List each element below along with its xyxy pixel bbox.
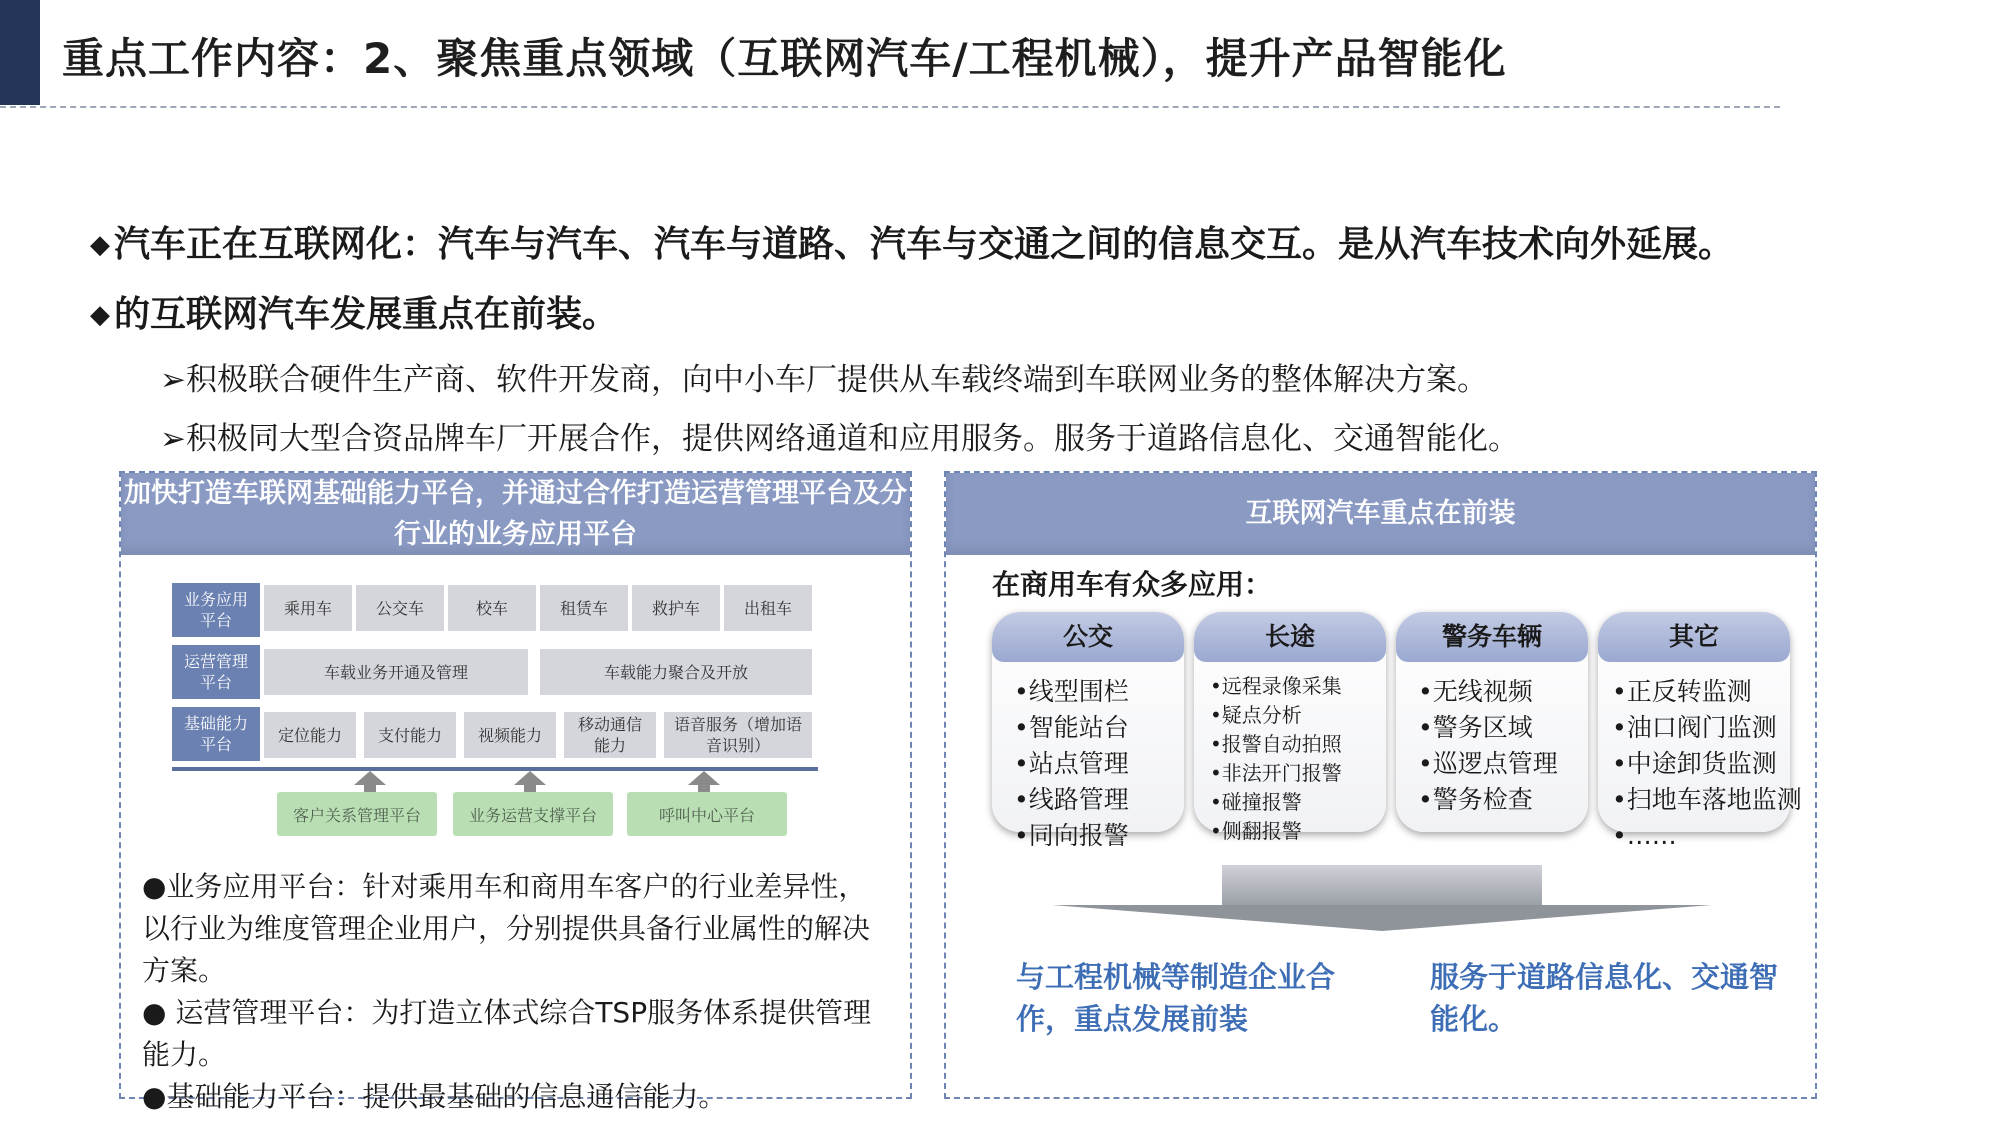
application-card (1194, 612, 1386, 843)
business-app-item: 校车 (448, 585, 536, 631)
card-title: 警务车辆 (1396, 612, 1588, 662)
bullet-item (90, 216, 1734, 267)
list-item: •远程录像采集 (1210, 674, 1342, 698)
list-item: •碰撞报警 (1210, 790, 1302, 814)
bullet-text: 的互联网汽车发展重点在前装。 (114, 294, 619, 335)
row-label-business: 业务应用平台 (172, 583, 260, 637)
list-item: •巡逻点管理 (1418, 749, 1558, 778)
list-item: •非法开门报警 (1210, 761, 1342, 785)
conclusion-road-traffic: 服务于道路信息化、交通智能化。 (1430, 960, 1779, 1036)
list-item: •警务检查 (1418, 785, 1533, 814)
list-item: •疑点分析 (1210, 703, 1302, 727)
diamond-bullet-icon: ◆ (90, 230, 110, 260)
application-card (1396, 612, 1588, 832)
foundation-item: 语音服务（增加语音识别） (664, 712, 812, 758)
foundation-item: 移动通信能力 (564, 712, 656, 758)
card-title: 其它 (1598, 612, 1790, 662)
sub-bullet-item (160, 413, 1519, 458)
diamond-bullet-icon: ◆ (90, 300, 110, 330)
support-platform: 呼叫中心平台 (627, 792, 787, 836)
arrow-bullet-icon: ➢ (160, 362, 186, 398)
list-item: •…… (1612, 821, 1677, 850)
business-app-item: 租赁车 (540, 585, 628, 631)
application-card (1598, 612, 1802, 850)
card-list (1014, 674, 1129, 854)
card-list (1612, 674, 1802, 854)
support-platform: 业务运营支撑平台 (453, 792, 613, 836)
description-operations: ● 运营管理平台：为打造立体式综合TSP服务体系提供管理能力。 (142, 996, 872, 1071)
conclusion-manufacturing: 与工程机械等制造企业合作，重点发展前装 (1016, 960, 1336, 1036)
list-item: •线路管理 (1014, 785, 1129, 814)
apps-title: 在商用车有众多应用： (992, 568, 1273, 601)
page-title: 重点工作内容：2、聚焦重点领域（互联网汽车/工程机械），提升产品智能化 (62, 34, 1507, 83)
arrow-bullet-icon: ➢ (160, 421, 186, 457)
bullet-text: 汽车正在互联网化：汽车与汽车、汽车与道路、汽车与交通之间的信息交互。是从汽车技术向外延展。 (114, 224, 1735, 265)
list-item: •中途卸货监测 (1612, 749, 1777, 778)
business-app-item: 出租车 (724, 585, 812, 631)
description-business: ●业务应用平台：针对乘用车和商用车客户的行业差异性，以行业为维度管理企业用户，分别提供具备行业属性的解决方案。 (142, 870, 871, 987)
arrow-up-icon (514, 771, 546, 785)
operations-item: 车载能力聚合及开放 (540, 649, 812, 695)
support-platform: 客户关系管理平台 (277, 792, 437, 836)
title-accent-bar (0, 0, 40, 105)
list-item: •线型围栏 (1014, 677, 1129, 706)
down-arrowhead-icon (1052, 905, 1712, 931)
row-label-foundation: 基础能力平台 (172, 707, 260, 761)
left-panel-header: 加快打造车联网基础能力平台，并通过合作打造运营管理平台及分行业的业务应用平台 (121, 473, 910, 555)
operations-item: 车载业务开通及管理 (264, 649, 528, 695)
platform-base-line (172, 767, 818, 771)
list-item: •警务区域 (1418, 713, 1533, 742)
foundation-item: 支付能力 (364, 712, 456, 758)
list-item: •无线视频 (1418, 677, 1533, 706)
down-arrow-icon (1222, 865, 1542, 905)
card-title: 长途 (1194, 612, 1386, 662)
foundation-item: 定位能力 (264, 712, 356, 758)
foundation-item: 视频能力 (464, 712, 556, 758)
arrow-up-icon (688, 771, 720, 785)
business-app-item: 乘用车 (264, 585, 352, 631)
arrow-up-icon (354, 771, 386, 785)
business-app-item: 救护车 (632, 585, 720, 631)
bullet-item (90, 286, 618, 337)
list-item: •正反转监测 (1612, 677, 1752, 706)
card-list (1210, 672, 1342, 846)
list-item: •报警自动拍照 (1210, 732, 1342, 756)
sub-bullet-item (160, 354, 1488, 399)
list-item: •同向报警 (1014, 821, 1129, 850)
description-foundation: ●基础能力平台：提供最基础的信息通信能力。 (142, 1080, 727, 1113)
list-item: •扫地车落地监测 (1612, 785, 1802, 814)
sub-bullet-text: 积极联合硬件生产商、软件开发商，向中小车厂提供从车载终端到车联网业务的整体解决方案。 (185, 362, 1488, 398)
title-divider (0, 106, 1780, 108)
card-title: 公交 (992, 612, 1184, 662)
card-list (1418, 674, 1558, 818)
right-panel-header: 互联网汽车重点在前装 (946, 473, 1815, 555)
business-app-item: 公交车 (356, 585, 444, 631)
list-item: •智能站台 (1014, 713, 1129, 742)
list-item: •站点管理 (1014, 749, 1129, 778)
sub-bullet-text: 积极同大型合资品牌车厂开展合作，提供网络通道和应用服务。服务于道路信息化、交通智能化。 (185, 421, 1519, 457)
row-label-operations: 运营管理平台 (172, 645, 260, 699)
list-item: •侧翻报警 (1210, 819, 1302, 843)
list-item: •油口阀门监测 (1612, 713, 1777, 742)
application-card (992, 612, 1184, 850)
title-bar (0, 0, 2000, 108)
